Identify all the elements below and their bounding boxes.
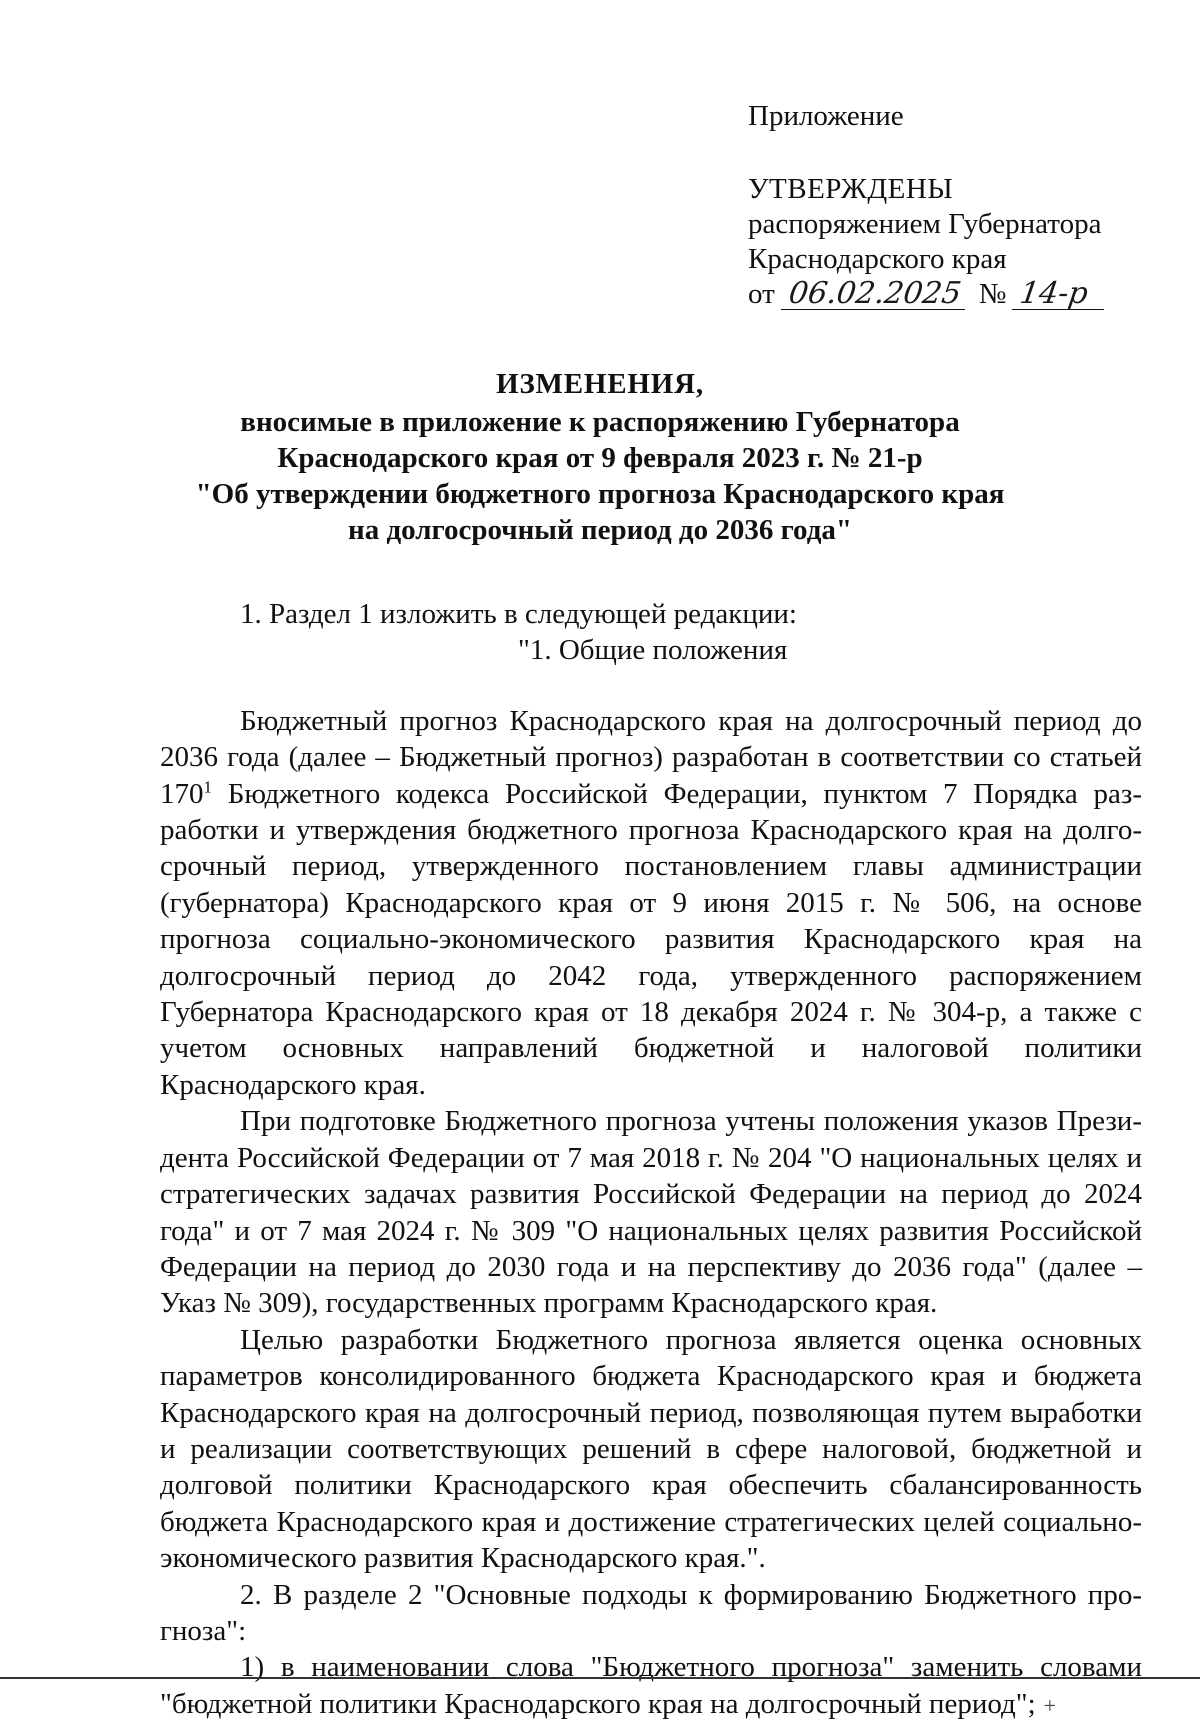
document-body (160, 596, 1142, 1724)
bottom-rule (0, 1677, 1200, 1679)
handwritten-number: 14-р (1012, 279, 1108, 310)
paragraph-4: 2. В разделе 2 "Основные подходы к формированию Бюджетного прогноза": (160, 1578, 1142, 1647)
paragraph-5-text: 1) в наименовании слова "Бюджетного прогноза" заменить словами "бюджетной политики Краснодарского края на долгосрочный период"; (160, 1651, 1142, 1720)
appendix-label: Приложение (748, 100, 904, 132)
title-line-5: на долгосрочный период до 2036 года" (348, 514, 852, 546)
title-line-4: "Об утверждении бюджетного прогноза Краснодарского края (195, 478, 1005, 510)
approval-block (748, 172, 1106, 312)
paragraph-1 (160, 703, 1142, 1103)
paragraph-1-part-2: Бюджетного кодекса Российской Федерации, пунктом 7 Порядка разработки и утверждения бюджетного прогноза Краснодарского края на долгосрочный период, утвержденного постановлением главы администрации (губернатора) Краснодарского края от 9 июня 2015 г. № 506, на основе прогноза социально-экономического развития Краснодарского края на долгосрочный период до 2042 года, утвержденного распоряжением Губернатора Краснодарского края от 18 декабря 2024 г. № 304-р, а также с учетом основных направлений бюджетной и налоговой политики Краснодарского края. (160, 777, 1142, 1101)
approved-heading: УТВЕРЖДЕНЫ (748, 173, 954, 205)
title-line-2: вносимые в приложение к распоряжению Губернатора (240, 406, 960, 438)
approved-by-line1: распоряжением Губернатора (748, 208, 1102, 240)
date-number-line (748, 277, 1106, 312)
number-sign: № (978, 278, 1007, 310)
date-prefix: от (748, 278, 775, 310)
document-title-block (180, 366, 1020, 548)
title-line-3: Краснодарского края от 9 февраля 2023 г. № 21-р (277, 442, 923, 474)
approved-by-line2: Краснодарского края (748, 243, 1007, 275)
paragraph-5 (160, 1649, 1142, 1724)
item-1: 1. Раздел 1 изложить в следующей редакции: (240, 598, 797, 630)
paragraph-3: Целью разработки Бюджетного прогноза является оценка основных параметров консолидированного бюджета Краснодарского края и бюджета Краснодарского края на долгосрочный период, позволяющая путем выработки и реализации соответствующих решений в сфере налоговой, бюджетной и долговой политики Краснодарского края обеспечить сбалансированность бюджета Краснодарского края и достижение стратегических целей социально-экономического развития Краснодарского края.". (160, 1323, 1142, 1575)
document-title: ИЗМЕНЕНИЯ, (496, 368, 704, 400)
section-title: "1. Общие положения (518, 634, 788, 667)
article-superscript: 1 (203, 776, 212, 796)
handwritten-date: 06.02.2025 (781, 279, 969, 310)
paragraph-1-part-1: Бюджетный прогноз Краснодарского края на долгосрочный период до 2036 года (далее – Бюджетный прогноз) разработан в соответствии со статьей 170 (160, 704, 1142, 810)
margin-mark: + (1043, 1692, 1057, 1718)
paragraph-2: При подготовке Бюджетного прогноза учтены положения указов Президента Российской Федерации от 7 мая 2018 г. № 204 "О национальных целях и стратегических задачах развития Российской Федерации на период до 2024 года" и от 7 мая 2024 г. № 309 "О национальных целях развития Российской Федерации на период до 2030 года и на перспективу до 2036 года" (далее – Указ № 309), государственных программ Краснодарского края. (160, 1105, 1142, 1320)
